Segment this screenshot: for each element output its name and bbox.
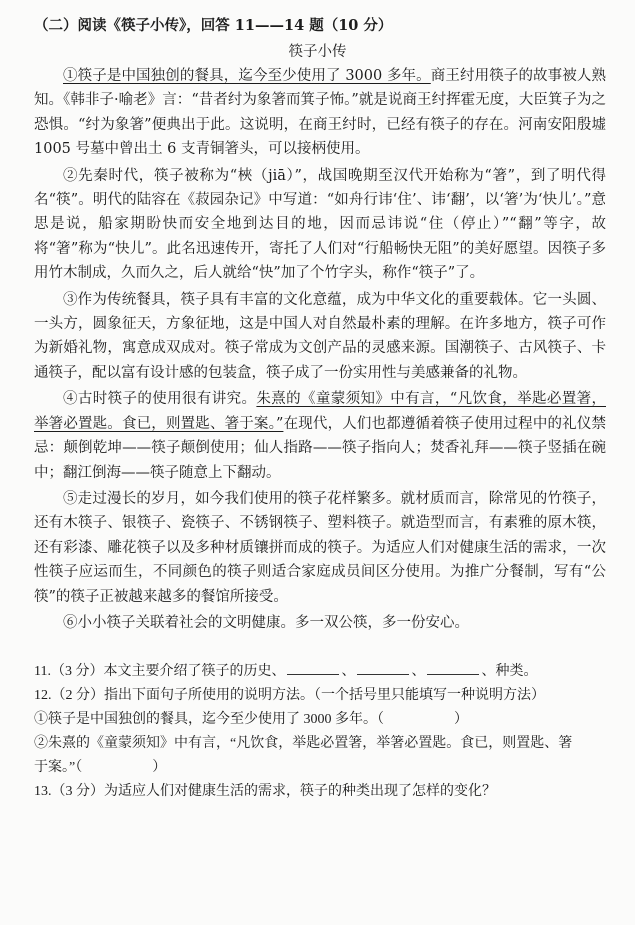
paragraph-3 — [34, 288, 606, 386]
question-12-item-2: ②朱熹的《童蒙须知》中有言，“凡饮食，举匙必置箸，举箸必置匙。食已，则置匙、箸 — [34, 736, 573, 751]
underlined-sentence: ①筷子是中国独创的餐具，迄今至少使用了 3000 多年。 — [63, 68, 431, 84]
paragraph-text: ⑥小小筷子关联着社会的文明健康。多一双公筷，多一份安心。 — [63, 614, 469, 631]
question-text: 、种类。 — [481, 664, 538, 679]
paragraph-text: 商王纣用筷子的故事被人熟知。《韩非子·喻老》言：“昔者纣为象箸而箕子怖。”就是说商王纣挥霍无度，大臣箕子为之恐惧。“纣为象箸”便典出于此。这说明，在商王纣时，已经有筷子的存在。河南安阳殷墟 1005 号墓中曾出土 6 支青铜箸头，可以接柄使用。 — [34, 68, 606, 158]
paragraph-text: 在现代，人们也都遵循着筷子使用过程中的礼仪禁忌：颠倒乾坤——筷子颠倒使用；仙人指路——筷子指向人；焚香礼拜——筷子竖插在碗中；翻江倒海——筷子随意上下翻动。 — [34, 415, 606, 481]
question-12-item-2-cont: 于案。”（ ） — [34, 760, 167, 775]
paragraph-6 — [34, 611, 606, 635]
section-heading: （二）阅读《筷子小传》，回答 11——14 题（10 分） — [34, 17, 393, 34]
answer-blank[interactable] — [287, 660, 339, 675]
separator: 、 — [341, 664, 356, 679]
question-text: 11.（3 分）本文主要介绍了筷子的历史、 — [34, 664, 286, 679]
question-13: 13.（3 分）为适应人们对健康生活的需求，筷子的种类出现了怎样的变化？ — [34, 784, 496, 799]
passage-title: 筷子小传 — [288, 44, 347, 60]
answer-blank[interactable] — [427, 660, 479, 675]
passage — [34, 64, 606, 637]
paragraph-lead: ④古时筷子的使用很有讲究。 — [63, 391, 257, 408]
underlined-sentence: 朱熹的《童蒙须知》中有言，“凡饮食，举匙必置箸，举箸必置匙。食已，则置匙、箸于案。” — [34, 391, 606, 432]
separator: 、 — [411, 664, 426, 679]
question-12: 12.（2 分）指出下面句子所使用的说明方法。（一个括号里只能填写一种说明方法） — [34, 688, 545, 703]
paragraph-2 — [34, 164, 606, 286]
answer-blank[interactable] — [357, 660, 409, 675]
paragraph-1 — [34, 64, 606, 162]
paragraph-text: ③作为传统餐具，筷子具有丰富的文化意蕴，成为中华文化的重要载体。它一头圆、一头方，圆象征天，方象征地，这是中国人对自然最朴素的理解。在许多地方，筷子可作为新婚礼物，寓意成双成对。筷子常成为文创产品的灵感来源。国潮筷子、古风筷子、卡通筷子，配以富有设计感的包装盒，筷子成了一份实用性与美感兼备的礼物。 — [34, 291, 606, 381]
question-12-item-1: ①筷子是中国独创的餐具，迄今至少使用了 3000 多年。（ ） — [34, 712, 468, 727]
paragraph-5 — [34, 487, 606, 609]
question-11 — [34, 660, 606, 684]
paragraph-text: ⑤走过漫长的岁月，如今我们使用的筷子花样繁多。就材质而言，除常见的竹筷子，还有木筷子、银筷子、瓷筷子、不锈钢筷子、塑料筷子。就造型而言，有素雅的原木筷，还有彩漆、雕花筷子以及多种材质镶拼而成的筷子。为适应人们对健康生活的需求，一次性筷子应运而生，不同颜色的筷子则适合家庭成员间区分使用。为推广分餐制，写有“公筷”的筷子正被越来越多的餐馆所接受。 — [34, 490, 606, 605]
questions — [34, 660, 606, 804]
paragraph-4 — [34, 387, 606, 485]
paragraph-text: ②先秦时代，筷子被称为“梜（jiā）”，战国晚期至汉代开始称为“箸”，到了明代得名“筷”。明代的陆容在《菽园杂记》中写道：“如舟行讳‘住’、讳‘翻’，以‘箸’为‘快儿’。”意思是说，船家期盼快而安全地到达目的地，因而忌讳说“住（停止）”“翻”等字，故将“箸”称为“快儿”。此名迅速传开，寄托了人们对“行船畅快无阻”的美好愿望。因筷子多用竹木制成，久而久之，后人就给“快”加了个竹字头，称作“筷子”了。 — [34, 167, 606, 282]
